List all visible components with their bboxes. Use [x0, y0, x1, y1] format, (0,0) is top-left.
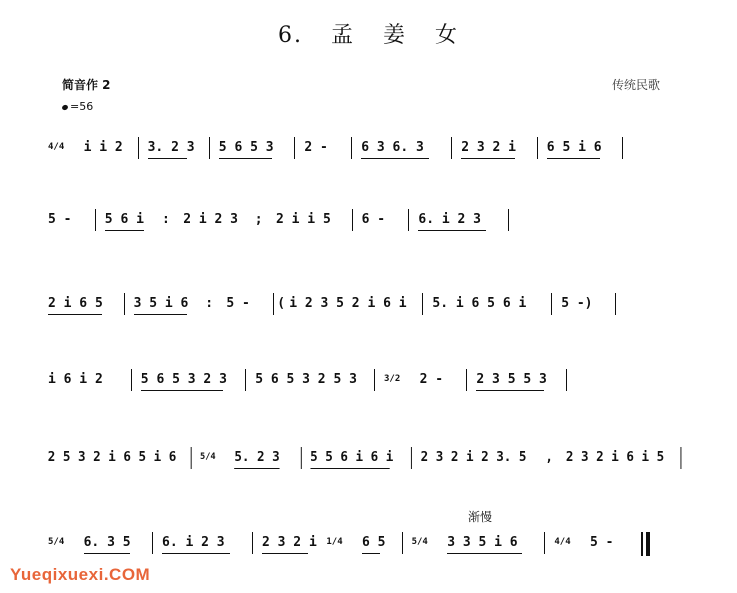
note-group: 5 5 6 i 6 i	[310, 450, 394, 465]
barline	[411, 447, 412, 469]
barline	[408, 209, 409, 231]
barline	[124, 293, 125, 315]
note-group: 2 -	[304, 140, 328, 155]
barline	[544, 532, 545, 554]
title-char-3: 女	[435, 23, 460, 48]
barline	[352, 209, 353, 231]
note-group: 2 -	[419, 372, 444, 387]
note-group: 2 3 5 5 3	[476, 372, 547, 387]
tempo-text: =56	[70, 100, 94, 113]
notation-line	[40, 140, 700, 174]
barline	[402, 532, 403, 554]
note-group: 2 i 2 3	[183, 212, 238, 227]
barline	[131, 369, 132, 391]
barline	[537, 137, 538, 159]
notation-line	[40, 450, 678, 484]
note-group: 5 -	[590, 535, 614, 550]
barline	[466, 369, 467, 391]
note-group: 6. 3 5	[83, 535, 131, 550]
beam-underline	[362, 553, 380, 554]
beam-underline	[310, 468, 390, 469]
note-group: 5 -	[48, 212, 72, 227]
source-label: 传统民歌	[612, 78, 661, 92]
note-group: 5 6 i	[104, 212, 144, 227]
barline	[190, 447, 191, 469]
note-group: 3. 2 3	[147, 140, 195, 155]
barline	[374, 369, 375, 391]
note-group: 5. i 6 5 6 i	[432, 296, 527, 311]
barline	[351, 137, 352, 159]
note-group: i i 2	[83, 140, 123, 155]
note-group: 2 i i 5	[276, 212, 331, 227]
note-group: 2 3 2 i	[461, 140, 516, 155]
beam-underline	[547, 158, 601, 159]
note-group: 5 6 5 3	[218, 140, 274, 155]
title-char-2: 姜	[382, 23, 407, 48]
note-group: 2 3 2 i	[262, 535, 317, 550]
barline	[622, 137, 623, 159]
barline	[245, 369, 246, 391]
beam-underline	[361, 158, 429, 159]
time-signature: 4/4	[554, 537, 571, 547]
note-group: ;	[254, 212, 263, 227]
note-group: 3 3 5 i 6	[447, 535, 518, 550]
page-title	[0, 18, 737, 49]
title-number: 6.	[277, 23, 303, 48]
note-group: 5. 2 3	[234, 450, 280, 465]
beam-underline	[476, 390, 544, 391]
time-signature: 5/4	[199, 452, 216, 462]
note-group: :	[162, 212, 170, 227]
note-group: i 2 3 5 2 i 6 i	[289, 296, 407, 311]
time-signature: 1/4	[326, 537, 343, 547]
beam-underline	[234, 468, 279, 469]
note-group: 6 3 6. 3	[361, 140, 424, 155]
expression-marking: 渐慢	[468, 510, 493, 524]
paren-open: (	[277, 296, 286, 311]
beam-underline	[418, 230, 486, 231]
barline	[300, 447, 301, 469]
barline	[138, 137, 139, 159]
beam-underline	[141, 390, 223, 391]
beam-underline	[162, 553, 230, 554]
note-group: 5 6 5 3 2 3	[140, 372, 227, 387]
tempo-marking	[62, 100, 93, 113]
beam-underline	[105, 230, 144, 231]
watermark: Yueqixuexi.COM	[10, 565, 151, 584]
note-group: 2 i 6 5	[48, 296, 103, 311]
note-group: 2 5 3 2 i 6 5 i 6	[47, 450, 177, 465]
note-group: :	[205, 296, 214, 311]
barline	[551, 293, 552, 315]
barline	[209, 137, 210, 159]
note-group: 6 -	[361, 212, 386, 227]
barline	[615, 293, 616, 315]
barline	[681, 447, 682, 469]
beam-underline	[134, 314, 188, 315]
note-group: 2 3 2 i 6 i 5	[565, 450, 665, 465]
note-group: i 6 i 2	[48, 372, 103, 387]
note-group: 6. i 2 3	[162, 535, 225, 550]
note-group: 2 3 2 i 2 3. 5	[420, 450, 527, 465]
note-group: 3 5 i 6	[133, 296, 189, 311]
note-group: ,	[545, 450, 553, 465]
note-group: 6 5	[362, 535, 386, 550]
beam-underline	[447, 553, 522, 554]
barline	[273, 293, 274, 315]
barline	[95, 209, 96, 231]
barline	[152, 532, 153, 554]
beam-underline	[84, 553, 130, 554]
barline	[252, 532, 253, 554]
time-signature: 3/2	[384, 374, 401, 384]
time-signature: 5/4	[411, 537, 428, 547]
quarter-note-icon	[61, 104, 68, 111]
time-signature: 4/4	[48, 142, 65, 152]
beam-underline	[219, 158, 273, 159]
note-group: 5 -)	[561, 296, 593, 311]
barline	[451, 137, 452, 159]
note-group: 5 6 5 3 2 5 3	[255, 372, 357, 387]
notation-line	[40, 372, 700, 406]
note-group: 6 5 i 6	[546, 140, 602, 155]
final-barline	[641, 532, 643, 556]
arrangement-label: 简音作 2	[62, 78, 111, 92]
barline	[508, 209, 509, 231]
notation-line	[40, 212, 700, 246]
time-signature: 5/4	[48, 537, 65, 547]
final-barline-thick	[646, 532, 650, 556]
barline	[294, 137, 295, 159]
beam-underline	[262, 553, 308, 554]
title-char-1: 孟	[330, 23, 355, 48]
note-group: 6. i 2 3	[418, 212, 482, 227]
notation-line	[40, 296, 700, 330]
notation-line	[40, 535, 700, 569]
beam-underline	[48, 314, 102, 315]
beam-underline	[461, 158, 515, 159]
note-group: 5 -	[226, 296, 250, 311]
beam-underline	[148, 158, 187, 159]
barline	[422, 293, 423, 315]
barline	[566, 369, 567, 391]
